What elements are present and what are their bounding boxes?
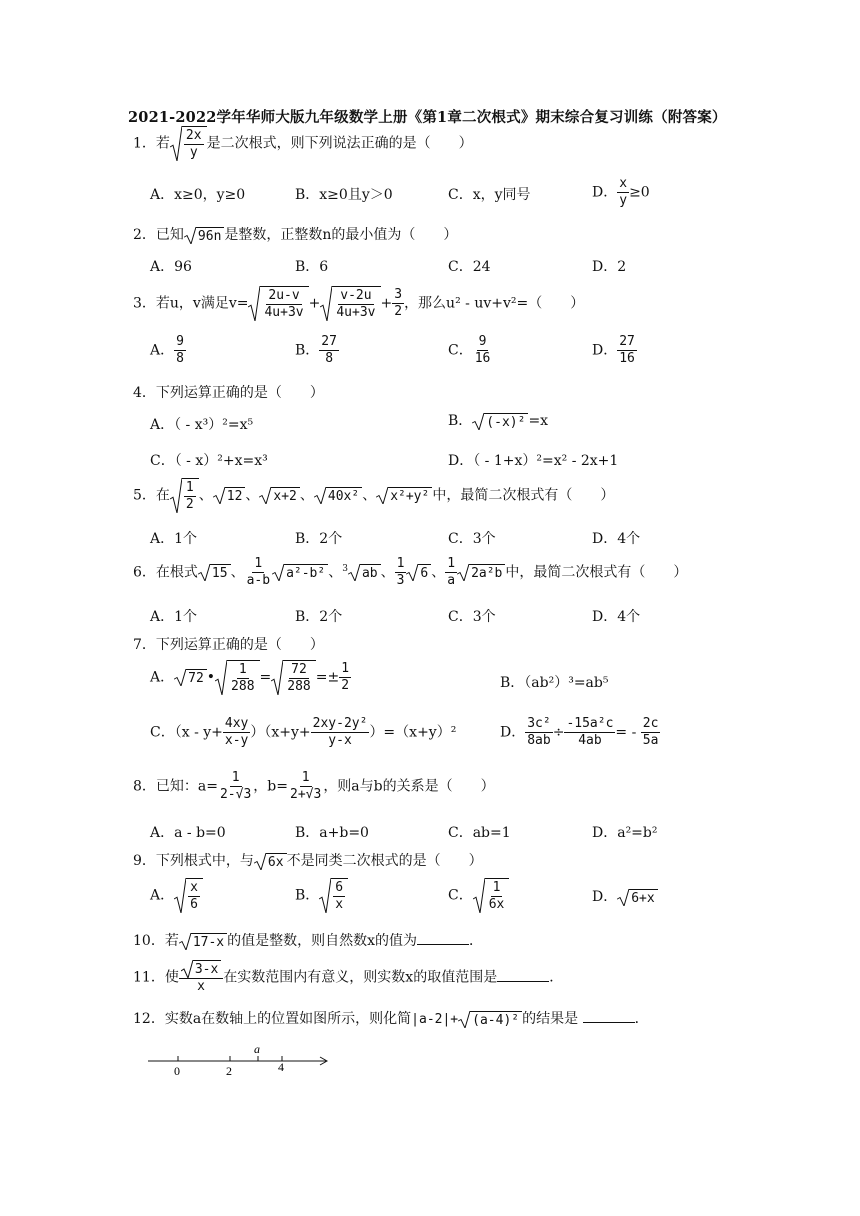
q2-option-d[interactable]: D．2: [592, 259, 627, 275]
q5-option-b[interactable]: B．2个: [295, 531, 343, 547]
q4-option-a[interactable]: A．（ - x³）²=x⁵: [150, 417, 254, 433]
q6-option-b[interactable]: B．2个: [295, 609, 343, 625]
q5-option-d[interactable]: D．4个: [592, 531, 641, 547]
q5-option-a[interactable]: A．1个: [150, 531, 198, 547]
q1-option-b[interactable]: B．x≥0且y＞0: [295, 187, 393, 203]
q9-option-c[interactable]: C． $\frac{1}{6x}$: [448, 878, 509, 913]
question-7: 7．下列运算正确的是（ ）: [133, 637, 324, 653]
question-5: 5．在 $\frac{1}{2}$ 、 12 、 x+2 、 40x² 、 x²+y² 中，最简二次根式有（ ）: [133, 480, 615, 512]
q1-option-d[interactable]: D． $\frac{x}{y}$ ≥0: [592, 176, 650, 208]
q7-option-c[interactable]: C．（x - y+ $\frac{4xy}{x-y}$ ）（x+y+ $\frac{\text{2xy-2y²}}{y-x}$ ）=（x+y）²: [150, 716, 457, 748]
tick-label-4: 4: [278, 1060, 284, 1074]
q7-option-a[interactable]: A． 72 • $\frac{1}{288}$ = $\frac{72}{288}$ =± $\frac{1}{2}$: [150, 661, 350, 694]
q1-option-c[interactable]: C．x，y同号: [448, 187, 531, 203]
document-title: 2021-2022学年华师大版九年级数学上册《第1章二次根式》期末综合复习训练（附答案）: [128, 109, 727, 126]
q3-option-c[interactable]: C． $\frac{9}{16}$: [448, 334, 491, 366]
question-12: 12．实数a在数轴上的位置如图所示，则化简|a-2|+ (a-4)² 的结果是 ．: [133, 1011, 649, 1028]
q7-option-b[interactable]: B．（ab²）³=ab⁵: [500, 675, 609, 691]
question-3: 3．若u，v满足v= $\frac{2u-v}{4u+3v}$ + $\frac{v-2u}{4u+3v}$ + $\frac{3}{2}$ ，那么u² - uv+v²=（ ）: [133, 287, 585, 320]
q4-option-d[interactable]: D．（ - 1+x）²=x² - 2x+1: [448, 453, 619, 469]
q7-option-d[interactable]: D． $\frac{\text{3c²}}{8ab}$ ÷ $\frac{\text{-15a²c}}{4ab}$ = - $\frac{2c}{5a}$: [500, 716, 659, 748]
q3-option-d[interactable]: D． $\frac{27}{16}$: [592, 334, 635, 366]
q1-prefix: 1．若: [133, 135, 170, 152]
q8-option-a[interactable]: A．a - b=0: [150, 825, 226, 841]
q8-option-d[interactable]: D．a²=b²: [592, 825, 658, 841]
question-11: 11．使 $\frac{3-x}{x}$ 在实数范围内有意义，则实数x的取值范围是 ．: [133, 962, 564, 994]
q6-option-a[interactable]: A．1个: [150, 609, 198, 625]
number-line: [140, 1040, 340, 1080]
question-1: [133, 126, 473, 161]
q4-option-c[interactable]: C．（ - x）²+x=x³: [150, 453, 268, 469]
q12-answer-blank[interactable]: [583, 1010, 635, 1023]
q5-option-c[interactable]: C．3个: [448, 531, 496, 547]
question-6: 6．在根式 15 、 $\frac{1}{a-b}$ a²-b² 、$^3$ ab 、 $\frac{1}{3}$ 6 、 $\frac{1}{a}$ 2a²b 中，最简二次根式有（ ）: [133, 556, 688, 588]
question-2: 2．已知 96n 是整数，正整数n的最小值为（ ）: [133, 227, 458, 244]
q1-stem: 是二次根式，则下列说法正确的是（ ）: [206, 135, 473, 152]
q9-option-d[interactable]: D． 6+x: [592, 886, 658, 906]
q2-option-a[interactable]: A．96: [150, 259, 192, 275]
q10-answer-blank[interactable]: [417, 932, 469, 945]
question-4: 4．下列运算正确的是（ ）: [133, 385, 324, 401]
q6-option-c[interactable]: C．3个: [448, 609, 496, 625]
q9-option-a[interactable]: A． $\frac{x}{6}$: [150, 878, 203, 913]
question-10: 10．若 17-x 的值是整数，则自然数x的值为 ．: [133, 933, 484, 950]
question-9: 9．下列根式中，与 6x 不是同类二次根式的是（ ）: [133, 853, 483, 870]
q1-option-a[interactable]: A．x≥0，y≥0: [150, 187, 246, 203]
q1-radical: $\frac{2x}{y}$: [170, 126, 207, 161]
q4-option-b[interactable]: B． (-x)² =x: [448, 413, 549, 430]
q2-option-b[interactable]: B．6: [295, 259, 329, 275]
tick-label-0: 0: [174, 1064, 180, 1078]
q8-option-b[interactable]: B．a+b=0: [295, 825, 369, 841]
q8-option-c[interactable]: C．ab=1: [448, 825, 511, 841]
q2-option-c[interactable]: C．24: [448, 259, 491, 275]
q3-option-a[interactable]: A． $\frac{9}{8}$: [150, 334, 184, 366]
question-8: 8．已知：a= $\frac{1}{2-√3}$ ，b= $\frac{1}{2+√3}$ ，则a与b的关系是（ ）: [133, 770, 495, 802]
tick-label-2: 2: [226, 1064, 232, 1078]
q9-option-b[interactable]: B． $\frac{6}{x}$: [295, 878, 348, 913]
point-a-label: a: [254, 1042, 260, 1056]
q6-option-d[interactable]: D．4个: [592, 609, 641, 625]
q11-answer-blank[interactable]: [497, 969, 549, 982]
q3-option-b[interactable]: B． $\frac{27}{8}$: [295, 334, 337, 366]
